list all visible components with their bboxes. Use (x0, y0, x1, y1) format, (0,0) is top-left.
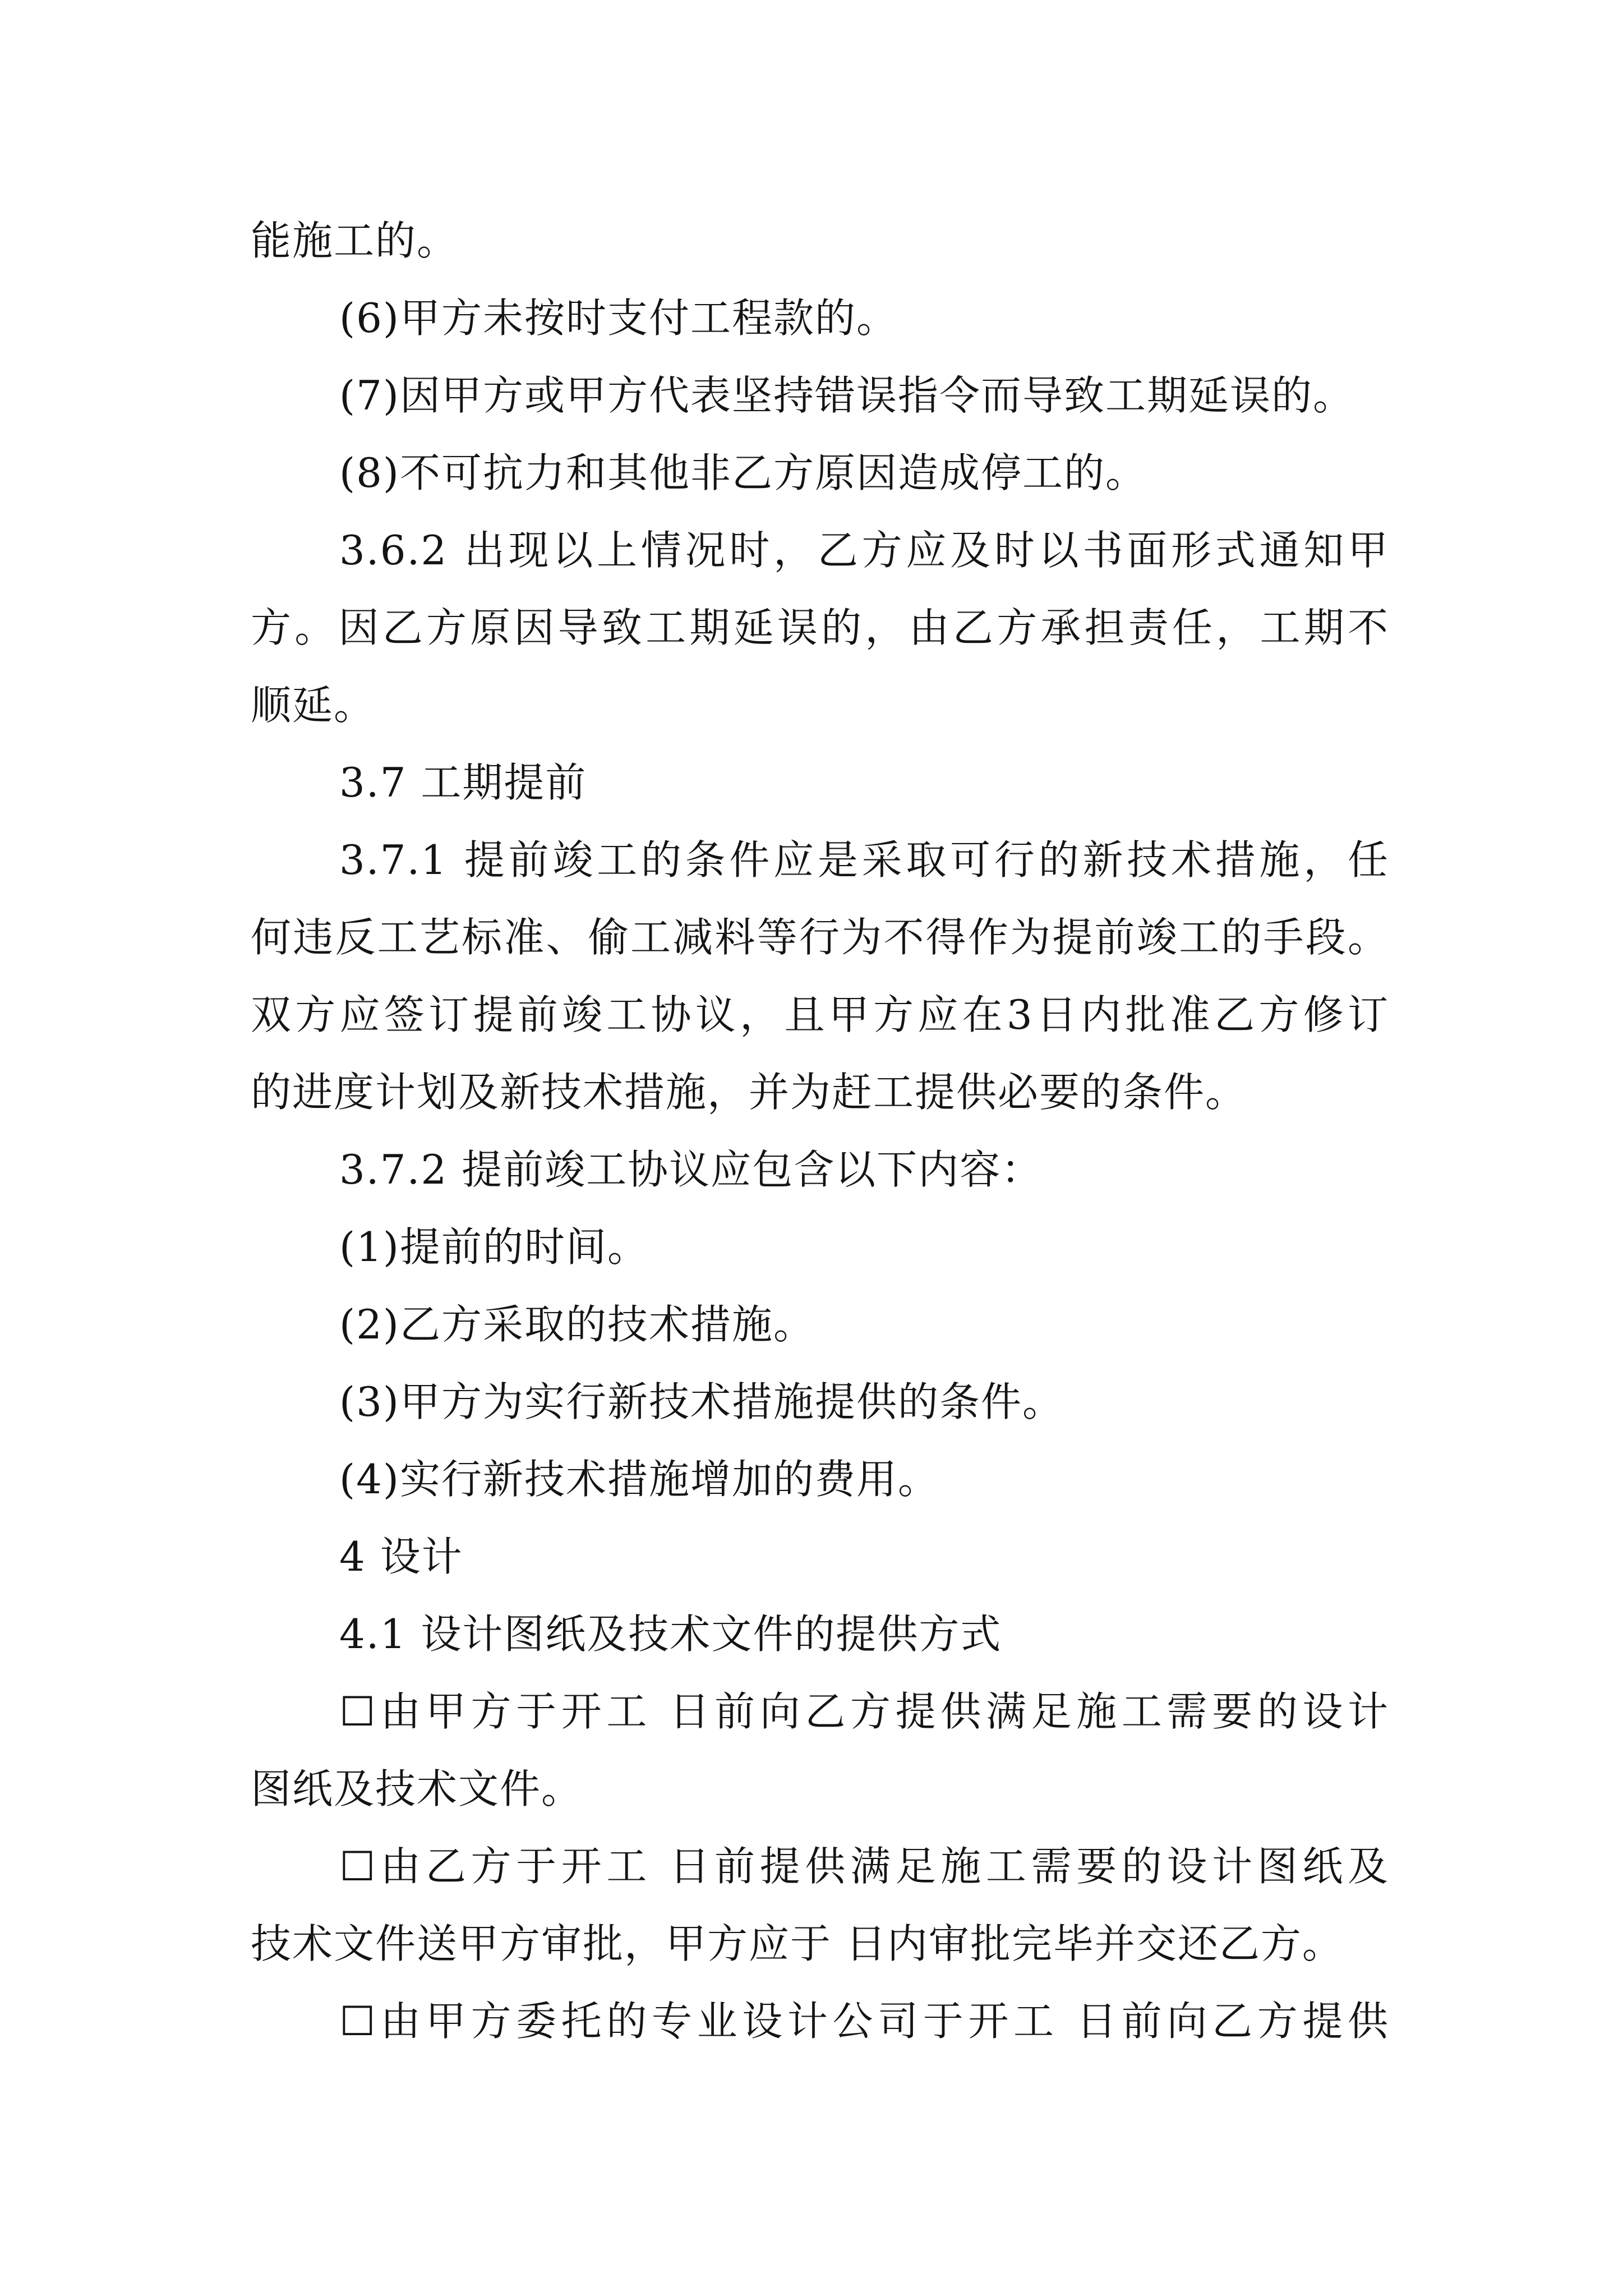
text-line: 何违反工艺标准、偷工减料等行为不得作为提前竣工的手段。 (251, 914, 1389, 961)
text-line (251, 1673, 1389, 1750)
clause-4-1 (251, 1595, 1389, 1673)
text-line: (2)乙方采取的技术措施。 (339, 1301, 815, 1348)
list-item (251, 1286, 1389, 1363)
checkbox-icon: ☐ (339, 1843, 377, 1890)
section-heading-4 (251, 1518, 1389, 1595)
checkbox-option (251, 1673, 1389, 1828)
text-line: 3.6.2 出现以上情况时，乙方应及时以书面形式通知甲 (339, 527, 1389, 574)
text-line: 双方应签订提前竣工协议，且甲方应在3日内批准乙方修订 (251, 991, 1389, 1038)
text-line: (1)提前的时间。 (339, 1223, 649, 1271)
document-body (251, 202, 1389, 2060)
option-text: 由甲方于开工 日前向乙方提供满足施工需要的设计 (376, 1688, 1389, 1735)
list-item (251, 1441, 1389, 1518)
heading-text: 4 设计 (339, 1533, 463, 1580)
text-line: 图纸及技术文件。 (251, 1765, 583, 1812)
list-item (251, 434, 1389, 512)
clause-3-7-1 (251, 821, 1389, 1131)
text-line: 方。因乙方原因导致工期延误的，由乙方承担责任，工期不 (251, 604, 1389, 651)
section-heading-3-7 (251, 744, 1389, 821)
text-line: 顺延。 (251, 682, 376, 729)
list-item (251, 1363, 1389, 1441)
text-line: (4)实行新技术措施增加的费用。 (339, 1456, 939, 1503)
checkbox-option (251, 1982, 1389, 2060)
paragraph-continued (251, 202, 1389, 279)
option-text: 由乙方于开工 日前提供满足施工需要的设计图纸及 (376, 1843, 1389, 1890)
text-line: (6)甲方未按时支付工程款的。 (339, 295, 898, 342)
heading-text: 3.7 工期提前 (339, 759, 587, 806)
checkbox-option (251, 1828, 1389, 1982)
text-line: (3)甲方为实行新技术措施提供的条件。 (339, 1378, 1064, 1425)
text-line: (7)因甲方或甲方代表坚持错误指令而导致工期延误的。 (339, 372, 1354, 419)
text-line: 4.1 设计图纸及技术文件的提供方式 (339, 1611, 1002, 1658)
text-line: (8)不可抗力和其他非乙方原因造成停工的。 (339, 449, 1147, 496)
text-line: 能施工的。 (251, 217, 459, 264)
checkbox-icon: ☐ (339, 1998, 377, 2045)
clause-3-6-2 (251, 512, 1389, 744)
list-item (251, 279, 1389, 357)
text-line: 的进度计划及新技术措施，并为赶工提供必要的条件。 (251, 1069, 1247, 1116)
text-line: 技术文件送甲方审批，甲方应于 日内审批完毕并交还乙方。 (251, 1920, 1344, 1967)
text-line (251, 1982, 1389, 2060)
text-line: 3.7.1 提前竣工的条件应是采取可行的新技术措施，任 (339, 836, 1389, 884)
text-line: 3.7.2 提前竣工协议应包含以下内容： (339, 1146, 1043, 1193)
list-item (251, 357, 1389, 434)
list-item (251, 1208, 1389, 1286)
clause-3-7-2 (251, 1131, 1389, 1208)
text-line (251, 1828, 1389, 1905)
option-text: 由甲方委托的专业设计公司于开工 日前向乙方提供 (376, 1998, 1389, 2045)
checkbox-icon: ☐ (339, 1688, 377, 1735)
